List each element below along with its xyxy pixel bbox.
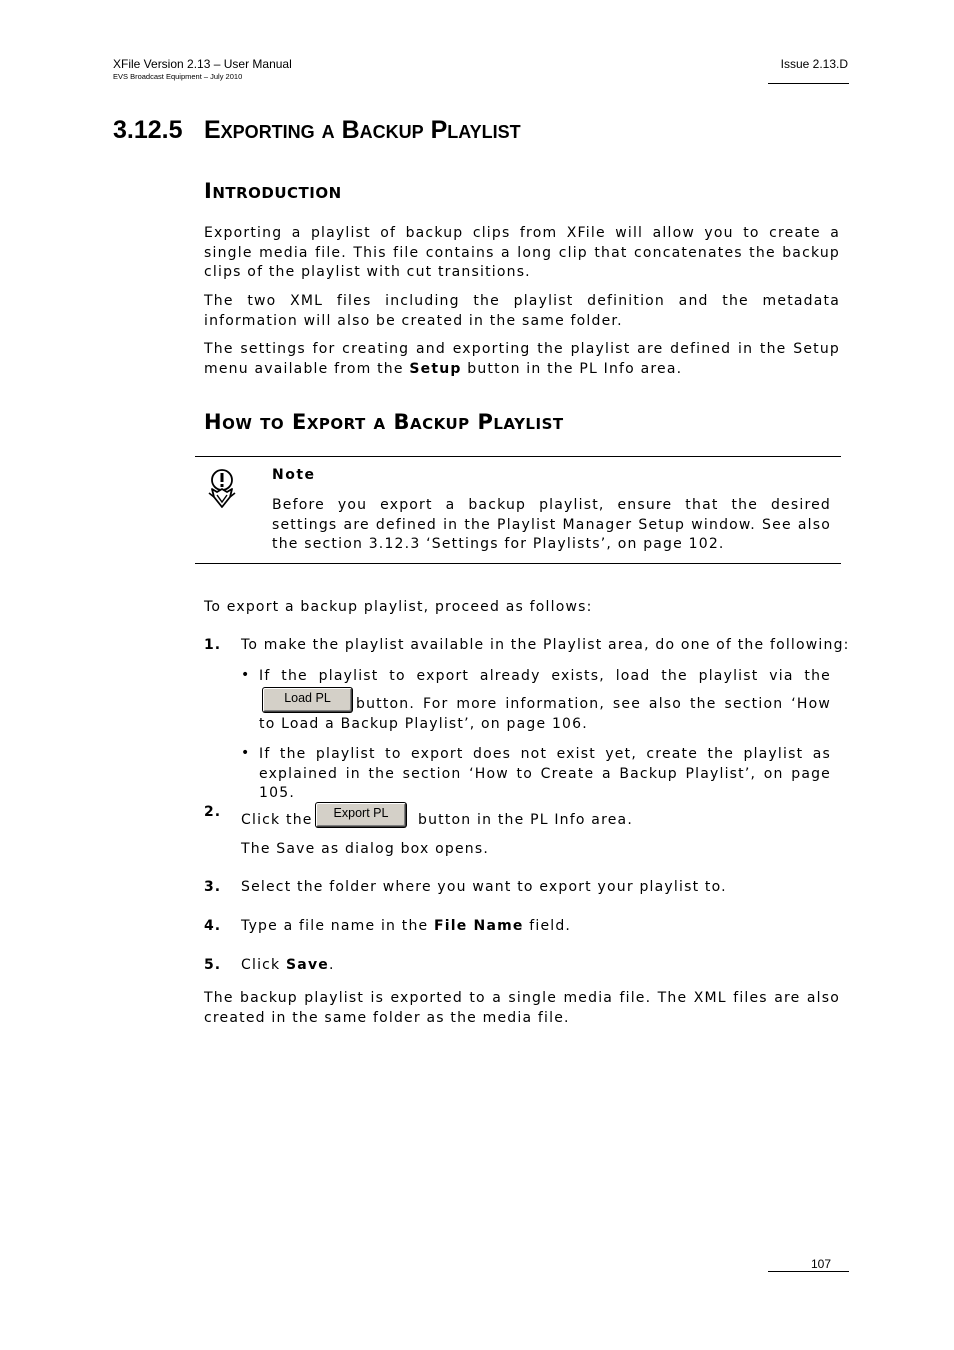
conclusion-paragraph: The backup playlist is exported to a single media file. The XML files are also created in the same folder as the media file. [204,990,840,1026]
step-number-5: 5. [204,957,222,973]
document-title: XFile Version 2.13 – User Manual [113,57,292,71]
header-rule [768,83,849,84]
export-pl-button[interactable]: Export PL [316,803,406,827]
intro-paragraph-1: Exporting a playlist of backup clips from XFile will allow you to create a single media file. This file contains a long clip that concatenates the backup clips of the playlist with cut transitions. [204,225,840,280]
setup-term: Setup [409,360,462,377]
intro-paragraph-2: The two XML files including the playlist definition and the metadata information will also be created in the same folder. [204,293,840,329]
bullet-text-2: If the playlist to export does not exist yet, create the playlist as explained in the section ‘How to Create a Backup Playlist’, on page 105. [259,746,831,801]
bullet-marker: • [241,667,250,683]
step-text-4: Type a file name in the File Name field. [241,918,572,934]
howto-heading: How to Export a Backup Playlist [204,410,564,434]
step-number-1: 1. [204,637,222,653]
note-text: Before you export a backup playlist, ensure that the desired settings are defined in the Playlist Manager Setup window. See also the section 3.12.3 ‘Settings for Playlists’, on page 102. [272,497,831,552]
section-number: 3.12.5 [113,116,183,144]
note-top-rule [195,456,841,457]
page-number: 107 [810,1257,831,1271]
step-number-2: 2. [204,804,222,820]
step-result-2: The Save as dialog box opens. [241,841,490,857]
intro-paragraph-3: The settings for creating and exporting the playlist are defined in the Setup menu available from the Setup button in the PL Info area. [204,341,840,377]
step-text-2-before: Click the [241,812,313,828]
document-subtitle: EVS Broadcast Equipment – July 2010 [113,72,243,81]
step-number-4: 4. [204,918,222,934]
page-header [113,57,292,82]
issue-label: Issue 2.13.D [780,57,848,71]
bullet-marker: • [241,745,250,761]
introduction-heading: Introduction [204,179,342,203]
procedure-lead: To export a backup playlist, proceed as follows: [204,599,593,615]
note-title: Note [272,467,316,483]
section-heading [113,113,521,147]
step-text-2-after: button in the PL Info area. [418,812,633,828]
bullet-text-1a: If the playlist to export already exists, load the playlist via the [259,668,831,684]
file-name-term: File Name [434,918,524,934]
step-number-3: 3. [204,879,222,895]
bullet-text-1b: button. For more information, see also the section ‘How to Load a Backup Playlist’, on page 106. [259,696,831,732]
step-text-1: To make the playlist available in the Playlist area, do one of the following: [241,637,850,653]
note-bottom-rule [195,563,841,564]
load-pl-button[interactable]: Load PL [263,688,352,712]
section-title: Exporting a Backup Playlist [204,116,521,144]
note-pointing-hand-icon [203,467,241,511]
step-text-5: Click Save. [241,957,335,973]
step-text-3: Select the folder where you want to export your playlist to. [241,879,727,895]
footer-rule [768,1271,849,1272]
save-term: Save [286,957,329,973]
